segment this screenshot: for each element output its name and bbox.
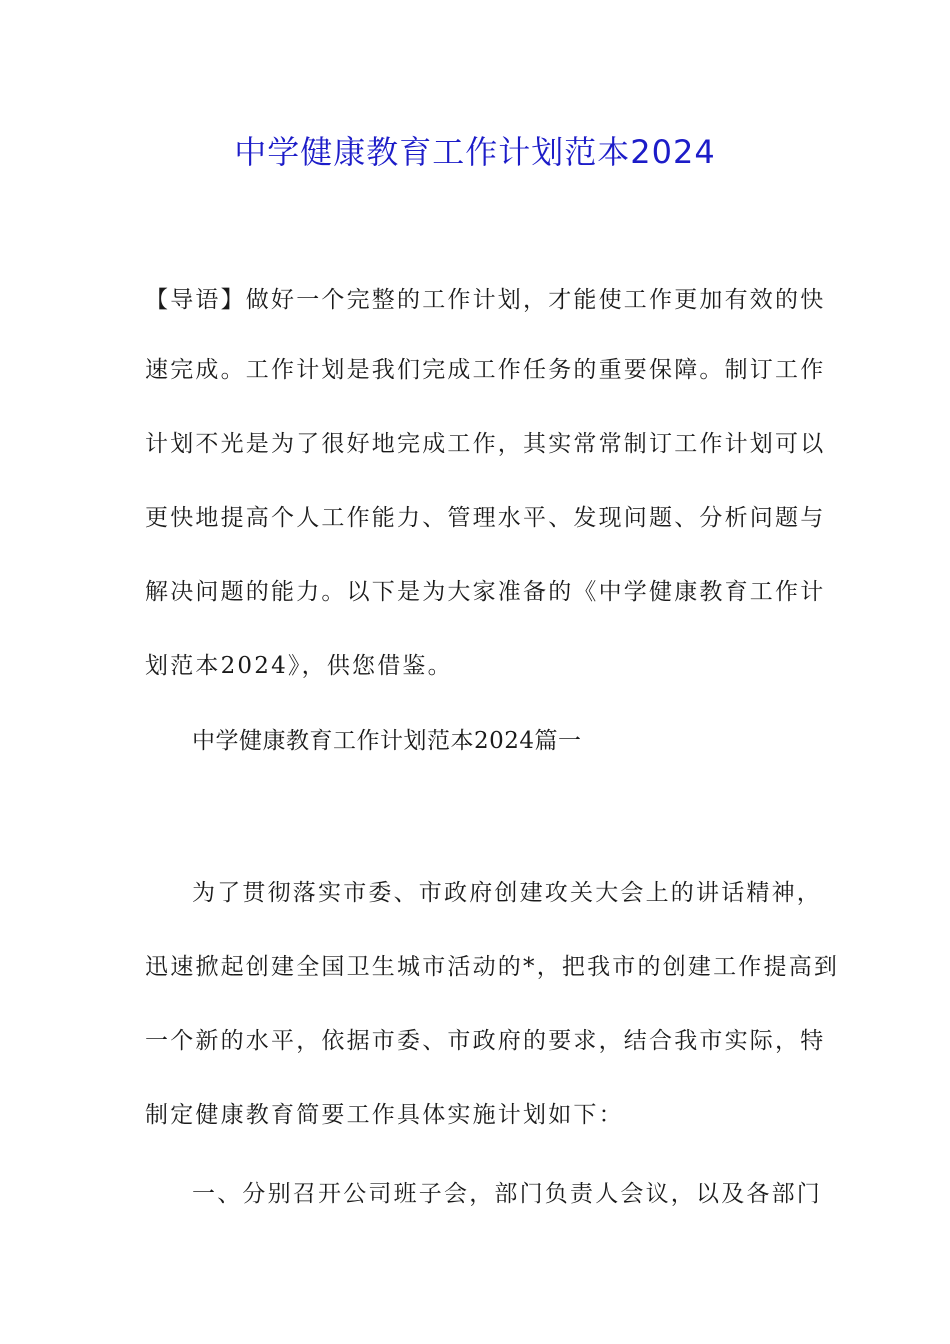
intro-line: 【导语】做好一个完整的工作计划，才能使工作更加有效的快 xyxy=(145,287,826,313)
document-title: 中学健康教育工作计划范本2024 xyxy=(234,133,716,171)
body-line: 制定健康教育简要工作具体实施计划如下： xyxy=(145,1102,624,1128)
body-line: 一个新的水平，依据市委、市政府的要求，结合我市实际，特 xyxy=(145,1028,826,1054)
body-line: 为了贯彻落实市委、市政府创建攻关大会上的讲话精神， xyxy=(192,880,822,906)
list-item: 一、分别召开公司班子会，部门负责人会议，以及各部门 xyxy=(192,1181,822,1207)
intro-line: 速完成。工作计划是我们完成工作任务的重要保障。制订工作 xyxy=(145,357,826,383)
section-heading: 中学健康教育工作计划范本2024篇一 xyxy=(192,728,582,754)
intro-line: 更快地提高个人工作能力、管理水平、发现问题、分析问题与 xyxy=(145,505,826,531)
intro-line: 解决问题的能力。以下是为大家准备的《中学健康教育工作计 xyxy=(145,579,826,605)
intro-line: 划范本2024》，供您借鉴。 xyxy=(145,653,453,679)
body-line: 迅速掀起创建全国卫生城市活动的*，把我市的创建工作提高到 xyxy=(145,954,840,980)
intro-line: 计划不光是为了很好地完成工作，其实常常制订工作计划可以 xyxy=(145,431,826,457)
